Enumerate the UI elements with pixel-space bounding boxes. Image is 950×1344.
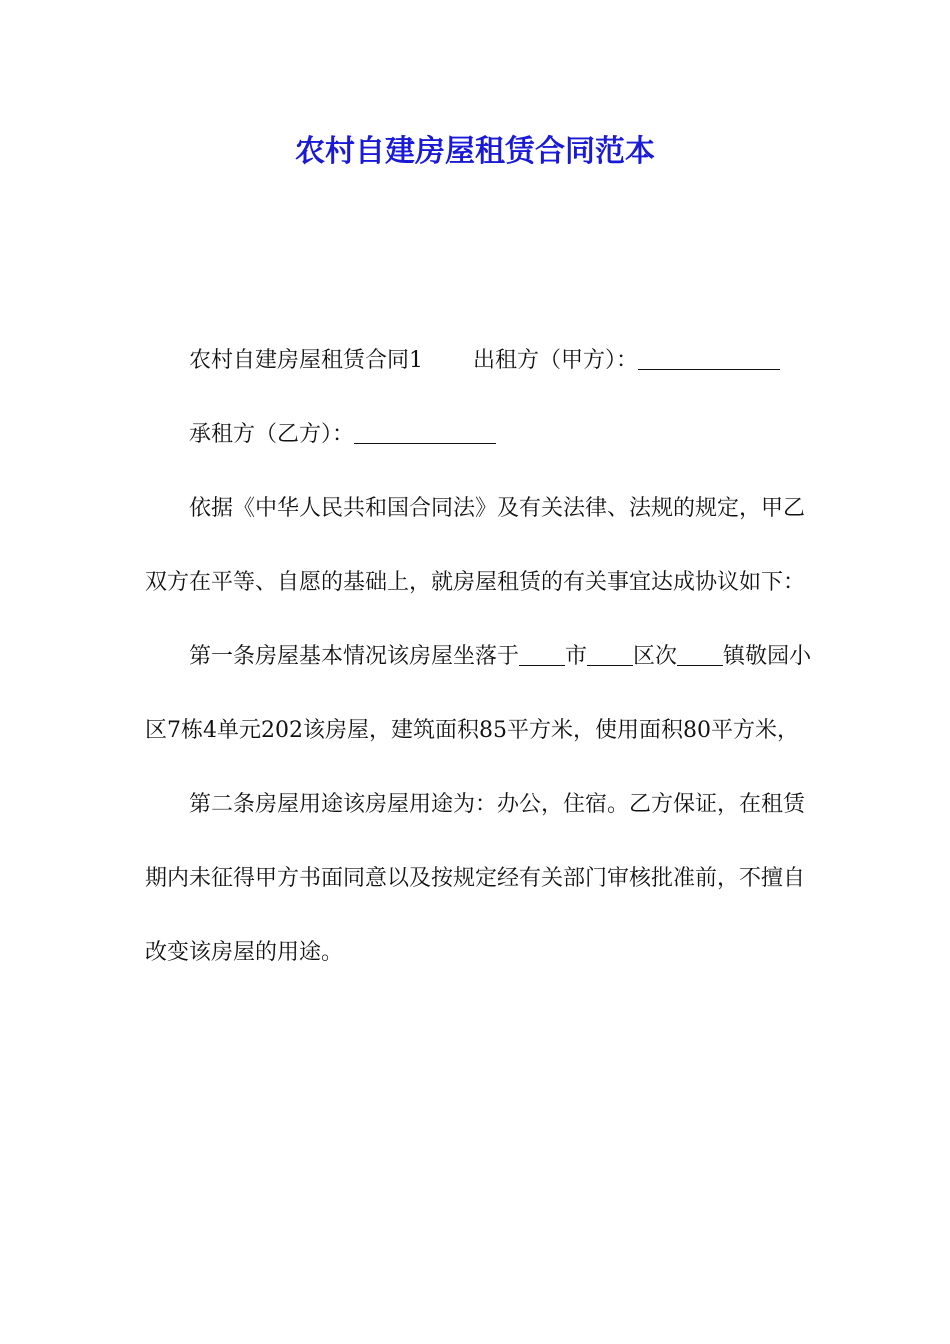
paragraph-legal-basis: 依据《中华人民共和国合同法》及有关法律、法规的规定，甲乙双方在平等、自愿的基础上，就房屋租赁的有关事宜达成协议如下： [145, 496, 806, 595]
lessee-label: 承租方（乙方）： [189, 422, 355, 447]
document-title: 农村自建房屋租赁合同范本 [295, 134, 655, 169]
lessor-blank-continued [746, 347, 780, 370]
article-1-details: 敬园小区7栋4单元202该房屋，建筑面积85平方米，使用面积80平方米， [145, 644, 812, 743]
contract-label: 农村自建房屋租赁合同1 [189, 348, 423, 373]
document-body [145, 324, 825, 990]
district-blank [587, 643, 633, 666]
lessor-label: 出租方（甲方）： [473, 348, 639, 373]
paragraph-parties-lessor [145, 324, 825, 398]
paragraph-parties-lessee [145, 398, 825, 472]
article-1-intro: 第一条房屋基本情况该房屋坐落于 [189, 644, 520, 669]
town-blank [677, 643, 723, 666]
town-label: 镇 [723, 644, 746, 669]
paragraph-article-1 [145, 620, 825, 768]
lessor-blank [638, 347, 746, 370]
city-blank [519, 643, 565, 666]
district-label: 区次 [633, 644, 678, 669]
paragraph-article-2: 第二条房屋用途该房屋用途为：办公，住宿。乙方保证，在租赁期内未征得甲方书面同意以及按规定经有关部门审核批准前，不擅自改变该房屋的用途。 [145, 792, 806, 965]
city-label: 市 [565, 644, 588, 669]
lessee-blank [354, 421, 496, 444]
